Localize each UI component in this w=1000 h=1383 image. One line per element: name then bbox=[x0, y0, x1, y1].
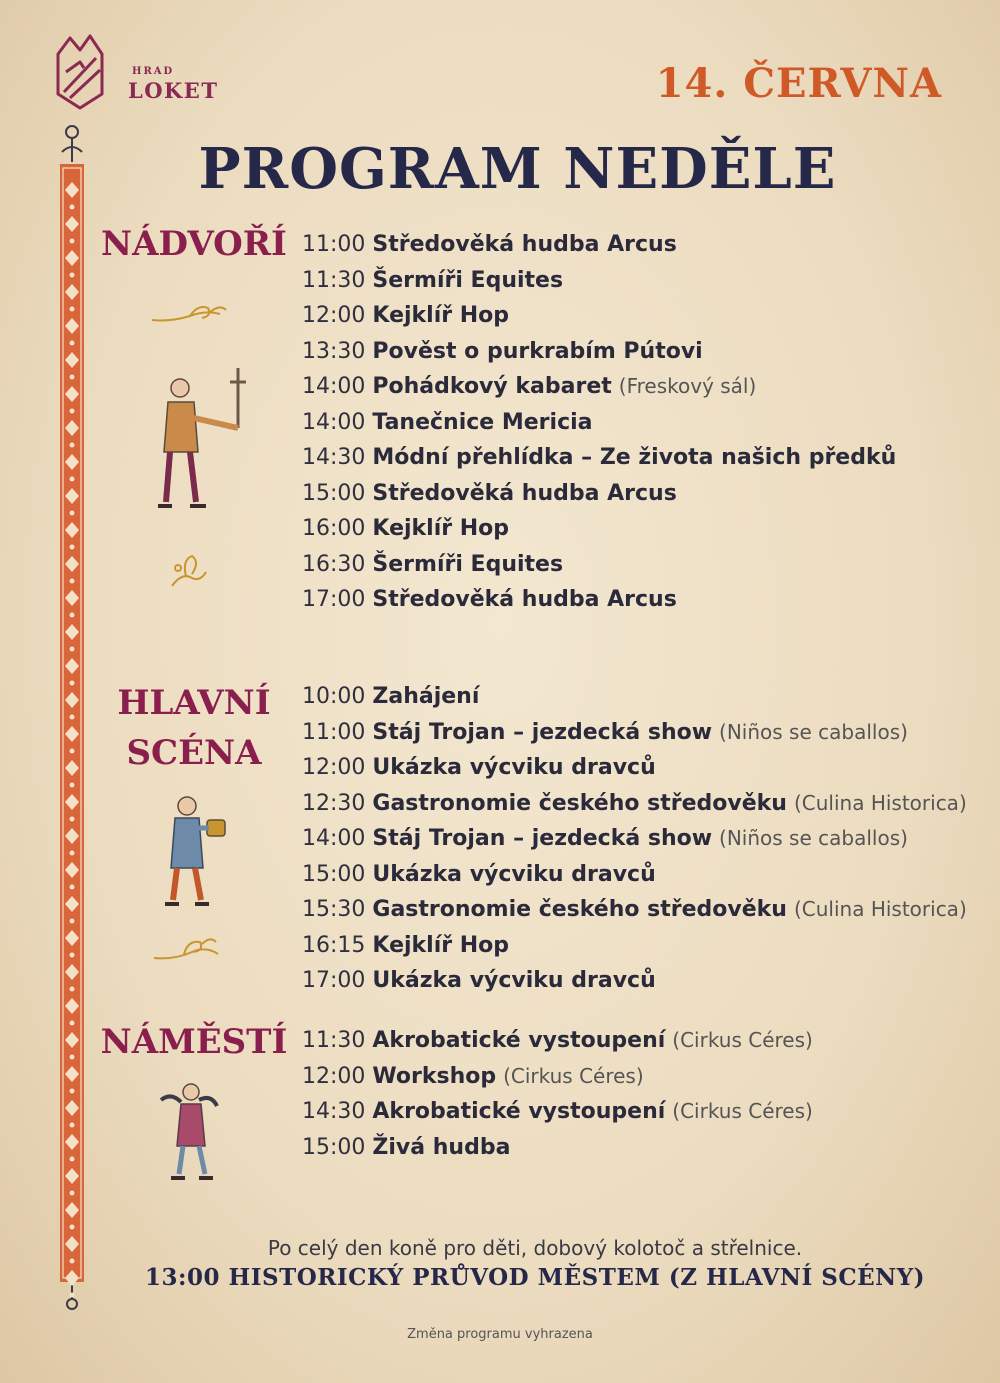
footer-parade: 13:00 HISTORICKÝ PRŮVOD MĚSTEM (Z HLAVNÍ SCÉNY) bbox=[144, 1264, 925, 1291]
border-dot bbox=[70, 953, 75, 958]
ornament-flourish-icon bbox=[166, 552, 212, 592]
program-name: Workshop bbox=[372, 1063, 497, 1089]
medieval-figure-icon bbox=[155, 792, 235, 910]
border-dot bbox=[70, 1089, 75, 1094]
program-row bbox=[302, 369, 896, 405]
program-list-namesti bbox=[302, 1023, 813, 1165]
program-note: (Culina Historica) bbox=[793, 897, 967, 921]
program-name: Ukázka výcviku dravců bbox=[372, 861, 656, 887]
border-dot bbox=[70, 715, 75, 720]
border-dot bbox=[70, 273, 75, 278]
program-time: 10:00 bbox=[302, 684, 366, 709]
program-name: Šermíři Equites bbox=[372, 551, 564, 577]
program-time: 11:00 bbox=[302, 719, 366, 745]
program-note: (Cirkus Céres) bbox=[503, 1063, 644, 1088]
program-row bbox=[302, 1130, 813, 1166]
program-time: 11:30 bbox=[302, 267, 366, 293]
program-time: 14:00 bbox=[302, 409, 366, 435]
border-dot bbox=[70, 987, 75, 992]
castle-logo-icon bbox=[50, 32, 120, 112]
event-date: 14. ČERVNA bbox=[655, 60, 942, 107]
border-dot bbox=[70, 307, 75, 312]
border-dot bbox=[70, 1055, 75, 1060]
section-title-namesti: NÁMĚSTÍ bbox=[100, 1022, 288, 1062]
border-dot bbox=[70, 1191, 75, 1196]
border-dot bbox=[70, 1157, 75, 1162]
program-note: (Niños se caballos) bbox=[719, 826, 908, 850]
program-name: Gastronomie českého středověku bbox=[372, 897, 787, 922]
program-name: Kejklíř Hop bbox=[372, 516, 510, 541]
section-title-line: SCÉNA bbox=[126, 733, 262, 773]
program-name: Středověká hudba Arcus bbox=[372, 587, 677, 612]
border-dot bbox=[70, 783, 75, 788]
program-note: (Culina Historica) bbox=[793, 790, 967, 815]
border-dot bbox=[70, 579, 75, 584]
program-time: 15:00 bbox=[302, 861, 366, 887]
program-list-nadvori bbox=[302, 227, 896, 618]
program-time: 17:00 bbox=[302, 587, 366, 612]
border-dot bbox=[70, 919, 75, 924]
program-time: 12:00 bbox=[302, 755, 366, 780]
border-dot bbox=[70, 477, 75, 482]
program-row bbox=[302, 263, 896, 299]
section-title-line: HLAVNÍ bbox=[117, 683, 271, 723]
ornament-flourish-icon bbox=[150, 300, 230, 330]
border-dot bbox=[70, 1225, 75, 1230]
border-dot bbox=[70, 205, 75, 210]
program-time: 14:30 bbox=[302, 1099, 366, 1124]
program-row bbox=[302, 440, 896, 476]
program-time: 14:30 bbox=[302, 445, 366, 470]
border-dot bbox=[70, 817, 75, 822]
program-row bbox=[302, 928, 967, 964]
program-name: Stáj Trojan – jezdecká show bbox=[372, 826, 713, 851]
program-name: Středověká hudba Arcus bbox=[372, 232, 677, 257]
program-name: Akrobatické vystoupení bbox=[372, 1028, 666, 1053]
section-title-nadvori: NÁDVOŘÍ bbox=[101, 224, 287, 264]
program-row bbox=[302, 963, 967, 999]
program-note: (Cirkus Céres) bbox=[672, 1099, 813, 1123]
footer-disclaimer: Změna programu vyhrazena bbox=[407, 1327, 593, 1342]
border-dot bbox=[70, 409, 75, 414]
program-time: 12:00 bbox=[302, 1063, 366, 1089]
program-time: 12:30 bbox=[302, 790, 366, 816]
program-name: Ukázka výcviku dravců bbox=[372, 968, 656, 993]
decorative-border bbox=[52, 122, 92, 1312]
border-dot bbox=[70, 1293, 75, 1298]
program-name: Zahájení bbox=[372, 684, 480, 709]
border-dot bbox=[70, 1021, 75, 1026]
program-row bbox=[302, 821, 967, 857]
program-time: 14:00 bbox=[302, 374, 366, 399]
border-dot bbox=[70, 647, 75, 652]
program-name: Kejklíř Hop bbox=[372, 932, 510, 958]
program-time: 16:00 bbox=[302, 516, 366, 541]
ornament-flourish-icon bbox=[152, 934, 222, 966]
program-row bbox=[302, 715, 967, 751]
program-time: 17:00 bbox=[302, 968, 366, 993]
program-time: 12:00 bbox=[302, 303, 366, 328]
program-name: Gastronomie českého středověku bbox=[372, 790, 787, 816]
border-dot bbox=[70, 681, 75, 686]
program-note: (Niños se caballos) bbox=[719, 719, 908, 744]
program-row bbox=[302, 476, 896, 512]
program-row bbox=[302, 1059, 813, 1095]
program-row bbox=[302, 679, 967, 715]
border-dot bbox=[70, 1123, 75, 1128]
program-time: 13:30 bbox=[302, 338, 366, 364]
program-name: Módní přehlídka – Ze života našich předků bbox=[372, 445, 897, 470]
section-title-hlavni-scena bbox=[96, 678, 292, 778]
border-dot bbox=[70, 613, 75, 618]
program-name: Akrobatické vystoupení bbox=[372, 1099, 666, 1124]
program-row bbox=[302, 1094, 813, 1130]
program-time: 16:15 bbox=[302, 932, 366, 958]
program-name: Živá hudba bbox=[372, 1134, 511, 1160]
program-row bbox=[302, 405, 896, 441]
program-time: 11:30 bbox=[302, 1028, 366, 1053]
border-dot bbox=[70, 851, 75, 856]
program-row bbox=[302, 334, 896, 370]
program-row bbox=[302, 582, 896, 618]
medieval-figure-icon bbox=[150, 362, 250, 518]
program-row bbox=[302, 1023, 813, 1059]
program-time: 16:30 bbox=[302, 551, 366, 577]
border-dot bbox=[70, 443, 75, 448]
program-row bbox=[302, 298, 896, 334]
program-time: 15:30 bbox=[302, 897, 366, 922]
program-note: (Freskový sál) bbox=[618, 374, 757, 398]
border-dot bbox=[70, 545, 75, 550]
footer-note: Po celý den koně pro děti, dobový kolotoč a střelnice. bbox=[267, 1236, 803, 1260]
program-name: Kejklíř Hop bbox=[372, 303, 510, 328]
program-time: 15:00 bbox=[302, 480, 366, 506]
program-time: 15:00 bbox=[302, 1134, 366, 1160]
program-row bbox=[302, 750, 967, 786]
border-dot bbox=[70, 239, 75, 244]
program-name: Stáj Trojan – jezdecká show bbox=[372, 719, 713, 745]
program-time: 14:00 bbox=[302, 826, 366, 851]
border-dot bbox=[70, 749, 75, 754]
program-name: Tanečnice Mericia bbox=[372, 409, 593, 435]
program-name: Pověst o purkrabím Pútovi bbox=[372, 338, 703, 364]
program-row bbox=[302, 786, 967, 822]
program-row bbox=[302, 511, 896, 547]
logo-name: LOKET bbox=[128, 78, 219, 103]
program-name: Šermíři Equites bbox=[372, 267, 564, 293]
program-row bbox=[302, 547, 896, 583]
medieval-figure-icon bbox=[155, 1078, 225, 1182]
program-row bbox=[302, 892, 967, 928]
program-name: Středověká hudba Arcus bbox=[372, 480, 677, 506]
border-dot bbox=[70, 885, 75, 890]
program-name: Pohádkový kabaret bbox=[372, 374, 612, 399]
program-row bbox=[302, 857, 967, 893]
program-time: 11:00 bbox=[302, 232, 366, 257]
logo-small-text: HRAD bbox=[132, 66, 175, 77]
program-list-hlavni-scena bbox=[302, 679, 967, 999]
border-dot bbox=[70, 341, 75, 346]
program-row bbox=[302, 227, 896, 263]
program-note: (Cirkus Céres) bbox=[672, 1028, 813, 1052]
border-dot bbox=[70, 375, 75, 380]
program-name: Ukázka výcviku dravců bbox=[372, 755, 656, 780]
border-dot bbox=[70, 511, 75, 516]
page-title: PROGRAM NEDĚLE bbox=[198, 136, 837, 202]
